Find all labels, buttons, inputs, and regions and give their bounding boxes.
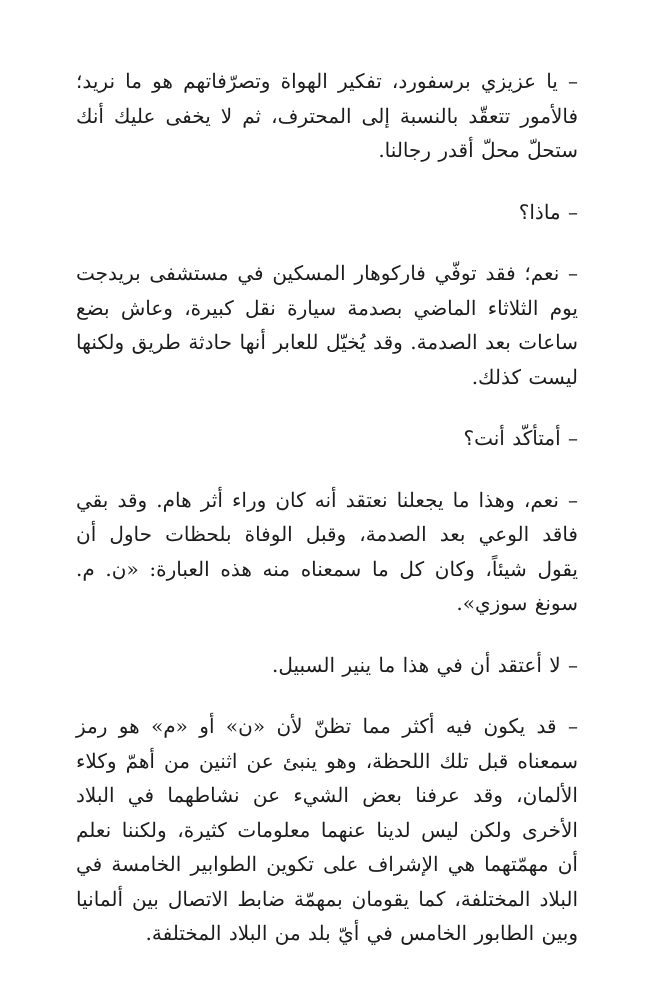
dialogue-paragraph-7: – قد يكون فيه أكثر مما تظنّ لأن «ن» أو «م» هو رمز سمعناه قبل تلك اللحظة، وهو ينبئ عن اثنين من أهمّ وكلاء الألمان، وقد عرفنا بعض الشيء عن نشاطهما في البلاد الأخرى ولكن ليس لدينا عنهما معلومات كثيرة، ولكننا نعلم أن مهمّتهما هي الإشراف على تكوين الطوابير الخامسة في البلاد المختلفة، كما يقومان بمهمّة ضابط الاتصال بين ألمانيا وبين الطابور الخامس في أيّ بلد من البلاد المختلفة. — [76, 714, 578, 945]
dialogue-paragraph-4: – أمتأكّد أنت؟ — [463, 426, 578, 450]
dialogue-paragraph-2: – ماذا؟ — [518, 199, 578, 224]
dialogue-paragraph-3: – نعم؛ فقد توفّي فاركوهار المسكين في مستشفى بريدجت يوم الثلاثاء الماضي بصدمة سيارة نقل كبيرة، وعاش بضع ساعات بعد الصدمة. وقد يُخيّل للعابر أنها حادثة طريق ولكنها ليست كذلك. — [76, 261, 578, 389]
dialogue-paragraph-5: – نعم، وهذا ما يجعلنا نعتقد أنه كان وراء أثر هام. وقد بقي فاقد الوعي بعد الصدمة، وقبل الوفاة بلحظات حاول أن يقول شيئاً، وكان كل ما سمعناه منه هذه العبارة: «ن. م. سونغ سوزي». — [76, 487, 579, 615]
dialogue-paragraph-6: – لا أعتقد أن في هذا ما ينير السبيل. — [271, 652, 578, 677]
dialogue-paragraph-1: – يا عزيزي برسفورد، تفكير الهواة وتصرّفاتهم هو ما نريد؛ فالأمور تتعقّد بالنسبة إلى المحترف، ثم لا يخفى عليك أنك ستحلّ محلّ أقدر رجالنا. — [76, 69, 578, 162]
